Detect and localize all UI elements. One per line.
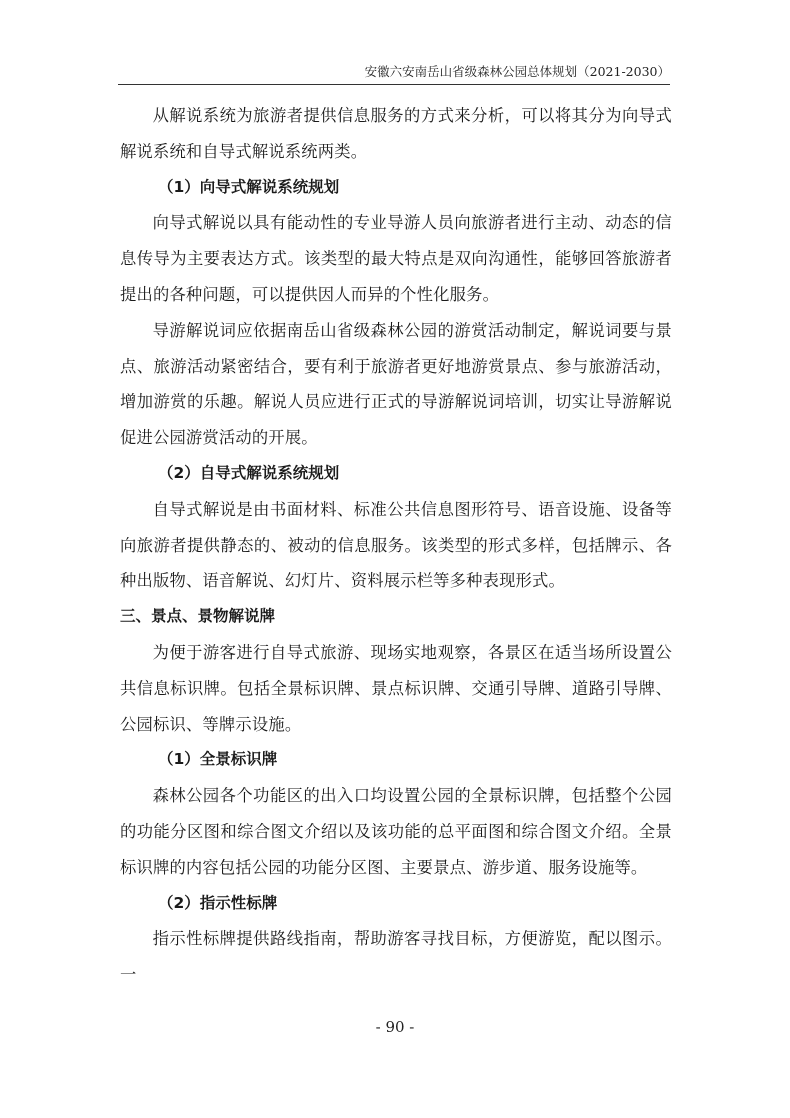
header-title: 安徽六安南岳山省级森林公园总体规划（2021-2030） [364, 64, 670, 79]
paragraph-signboards: 为便于游客进行自导式旅游、现场实地观察，各景区在适当场所设置公共信息标识牌。包括全景标识牌、景点标识牌、交通引导牌、道路引导牌、公园标识、等牌示设施。 [120, 642, 672, 734]
page-number: - 90 - [375, 1018, 415, 1036]
paragraph-directional-signs: 指示性标牌提供路线指南，帮助游客寻找目标，方便游览，配以图示。一 [120, 929, 672, 985]
subheading-panorama-signs: （1）全景标识牌 [158, 750, 278, 769]
paragraph-guided-interpretation: 向导式解说以具有能动性的专业导游人员向旅游者进行主动、动态的信息传导为主要表达方式。该类型的最大特点是双向沟通性，能够回答旅游者提出的各种问题，可以提供因人而异的个性化服务。 [120, 213, 672, 304]
running-header [118, 62, 670, 85]
page-body [120, 98, 672, 993]
subheading-self-guided-interpretation: （2）自导式解说系统规划 [158, 463, 340, 482]
section-heading-signboards: 三、景点、景物解说牌 [120, 607, 276, 626]
paragraph-self-guided-interpretation: 自导式解说是由书面材料、标准公共信息图形符号、语音设施、设备等向旅游者提供静态的、被动的信息服务。该类型的形式多样，包括牌示、各种出版物、语音解说、幻灯片、资料展示栏等多种表现形式。 [120, 499, 672, 591]
subheading-guided-interpretation: （1）向导式解说系统规划 [158, 177, 340, 196]
paragraph-guide-script: 导游解说词应依据南岳山省级森林公园的游赏活动制定，解说词要与景点、旅游活动紧密结合，要有利于旅游者更好地游赏景点、参与旅游活动，增加游赏的乐趣。解说人员应进行正式的导游解说词培训，切实让导游解说促进公园游赏活动的开展。 [120, 320, 672, 448]
paragraph-intro: 从解说系统为旅游者提供信息服务的方式来分析，可以将其分为向导式解说系统和自导式解说系统两类。 [120, 106, 672, 161]
subheading-directional-signs: （2）指示性标牌 [158, 893, 278, 912]
paragraph-panorama-signs: 森林公园各个功能区的出入口均设置公园的全景标识牌，包括整个公园的功能分区图和综合图文介绍以及该功能的总平面图和综合图文介绍。全景标识牌的内容包括公园的功能分区图、主要景点、游步道、服务设施等。 [120, 786, 672, 877]
